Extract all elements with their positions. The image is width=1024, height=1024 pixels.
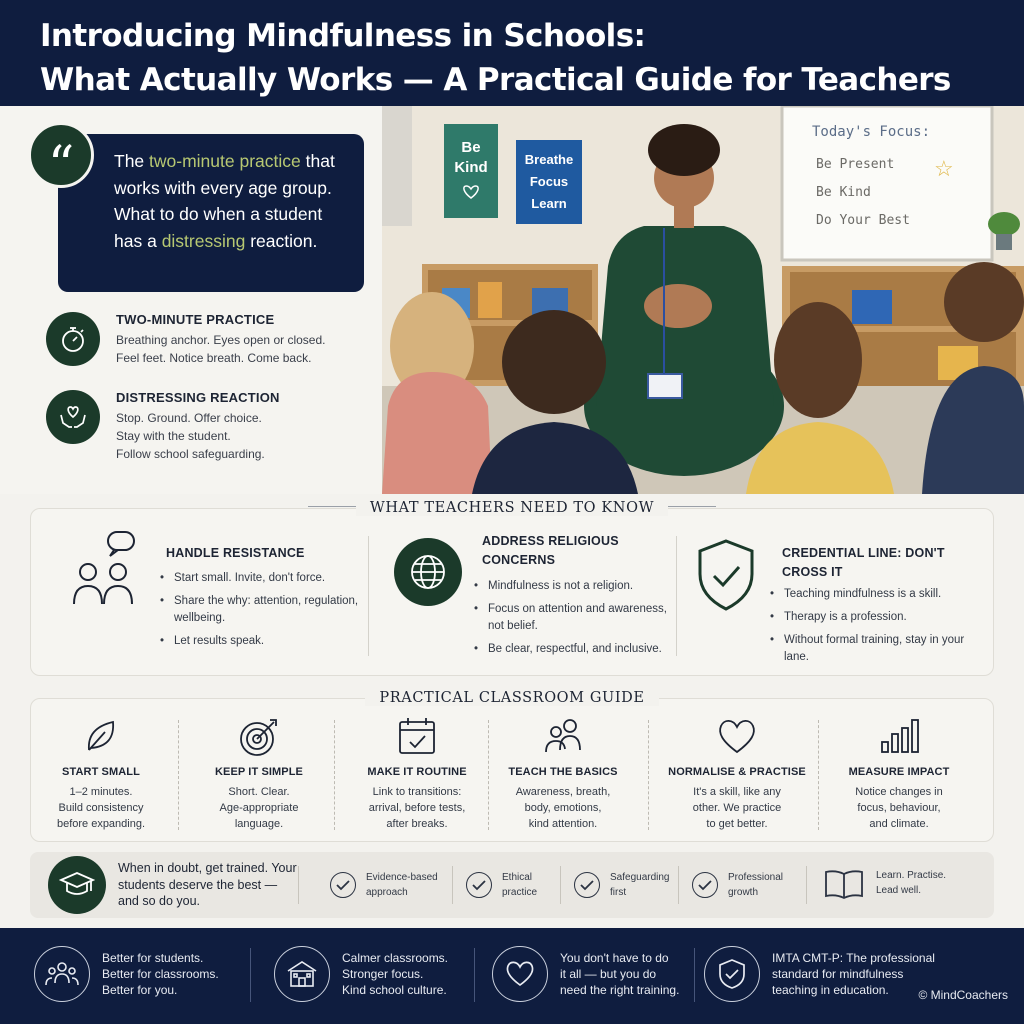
guide-text: Notice changes in focus, behaviour, and climate. — [855, 786, 943, 830]
heart-hands-icon — [46, 390, 100, 444]
footer-text: IMTA CMT-P: The professional standard for mindfulness teaching in education. — [772, 951, 935, 997]
shield-check-icon — [704, 946, 760, 1002]
guide-text: 1–2 minutes. Build consistency before expanding. — [56, 786, 146, 830]
bullet: • Let results speak. — [158, 633, 360, 650]
check-circle-icon — [330, 872, 356, 898]
badge-text: Evidence-based approach — [366, 872, 438, 898]
cta-message: When in doubt, get trained. Your students deserve the best — and so do you. — [118, 861, 297, 908]
bullet: • Mindfulness is not a religion. — [472, 578, 668, 595]
side-item-text: Stop. Ground. Offer choice. Stay with the student. Follow school safeguarding. — [116, 411, 265, 461]
badge-text: Professional growth — [728, 872, 784, 898]
badge-text: Learn. Practise. Lead well. — [876, 870, 947, 896]
bullet-list — [472, 578, 668, 664]
title-line-1: Introducing Mindfulness in Schools: — [40, 18, 646, 54]
bullet: • Teaching mindfulness is a skill. — [768, 586, 968, 603]
people-speech-icon — [70, 528, 140, 608]
classroom-photo — [382, 106, 1024, 494]
bullet-list — [768, 586, 968, 672]
heart-icon — [716, 716, 758, 756]
check-circle-icon — [574, 872, 600, 898]
intro-panel — [0, 106, 382, 494]
bar-chart-icon — [878, 716, 920, 756]
poster-text-be: Be — [461, 139, 481, 156]
quote-highlight-2: distressing — [161, 230, 246, 251]
quote-text-1: The — [114, 151, 150, 171]
side-item-title: DISTRESSING REACTION — [116, 390, 280, 405]
classroom-scene — [382, 106, 1024, 494]
need-to-know-title: WHAT TEACHERS NEED TO KNOW — [0, 500, 1024, 516]
graduation-cap-icon — [48, 856, 106, 914]
guide-text: Short. Clear. Age-appropriate language. — [219, 786, 299, 830]
title-line-2: What Actually Works — A Practical Guide for Teachers — [40, 62, 951, 98]
stopwatch-icon — [46, 312, 100, 366]
bullet: • Share the why: attention, regulation, wellbeing. — [158, 593, 360, 627]
credential-line — [680, 508, 994, 678]
poster-text-breathe: Breathe — [524, 152, 574, 167]
guide-title: MEASURE IMPACT — [848, 766, 950, 778]
quote-text-2: that works with every age group. What to do when a student has a — [114, 151, 335, 251]
guide-title: KEEP IT SIMPLE — [215, 766, 303, 778]
bullet: • Start small. Invite, don't force. — [158, 570, 360, 587]
board-item-2: Be Kind — [816, 185, 871, 200]
bullet-list — [158, 570, 360, 656]
guide-title: TEACH THE BASICS — [508, 766, 618, 778]
poster-text-kind: Kind — [454, 159, 488, 176]
poster-text-learn: Learn — [531, 196, 567, 211]
header-banner — [0, 0, 1024, 106]
footer-text: Calmer classrooms. Stronger focus. Kind school culture. — [342, 951, 449, 997]
board-item-3: Do Your Best — [816, 213, 910, 228]
shield-check-icon — [696, 538, 756, 612]
column-title: ADDRESS RELIGIOUS CONCERNS — [482, 534, 619, 567]
calendar-icon — [397, 716, 437, 756]
page-title — [40, 14, 1024, 102]
school-icon — [274, 946, 330, 1002]
globe-icon — [394, 538, 462, 606]
bullet: • Focus on attention and awareness, not belief. — [472, 601, 668, 635]
group-icon — [34, 946, 90, 1002]
training-cta — [30, 852, 994, 918]
check-circle-icon — [466, 872, 492, 898]
bullet: • Without formal training, stay in your lane. — [768, 632, 968, 666]
quote-text-3: reaction. — [245, 230, 318, 251]
guide-text: Link to transitions: arrival, before tests, after breaks. — [368, 786, 466, 830]
star-icon: ☆ — [934, 156, 954, 181]
guide-title: MAKE IT ROUTINE — [367, 766, 467, 778]
side-item-title: TWO-MINUTE PRACTICE — [116, 312, 275, 327]
leaf-icon — [81, 716, 121, 756]
bullet: • Be clear, respectful, and inclusive. — [472, 641, 668, 658]
column-title: CREDENTIAL LINE: DON'T CROSS IT — [782, 546, 945, 579]
copyright: © MindCoachers — [918, 988, 1008, 1002]
classroom-guide-title: PRACTICAL CLASSROOM GUIDE — [0, 690, 1024, 706]
heart-icon — [492, 946, 548, 1002]
intro-quote — [58, 134, 364, 292]
check-circle-icon — [692, 872, 718, 898]
badge-text: Safeguarding first — [610, 872, 670, 898]
handle-resistance — [30, 508, 360, 678]
badge-text: Ethical practice — [502, 872, 538, 898]
board-title: Today's Focus: — [812, 124, 931, 140]
board-item-1: Be Present — [816, 157, 895, 172]
guide-title: NORMALISE & PRACTISE — [668, 766, 806, 778]
guide-title: START SMALL — [62, 766, 140, 778]
poster-text-focus: Focus — [529, 174, 569, 189]
column-title: HANDLE RESISTANCE — [166, 546, 305, 560]
footer-text: Better for students. Better for classrooms. Better for you. — [102, 951, 219, 997]
target-icon — [238, 716, 280, 758]
address-religious-concerns — [370, 508, 670, 678]
bullet: • Therapy is a profession. — [768, 609, 968, 626]
guide-text: It's a skill, like any other. We practice to get better. — [692, 786, 782, 830]
book-icon — [824, 868, 864, 900]
footer-text: You don't have to do it all — but you do need the right training. — [560, 951, 680, 997]
side-item-text: Breathing anchor. Eyes open or closed. Feel feet. Notice breath. Come back. — [116, 333, 326, 365]
quote-highlight-1: two-minute practice — [149, 151, 301, 171]
people-icon — [542, 716, 584, 756]
guide-text: Awareness, breath, body, emotions, kind attention. — [515, 786, 611, 830]
quote-icon: “ — [28, 122, 94, 188]
footer — [0, 928, 1024, 1024]
